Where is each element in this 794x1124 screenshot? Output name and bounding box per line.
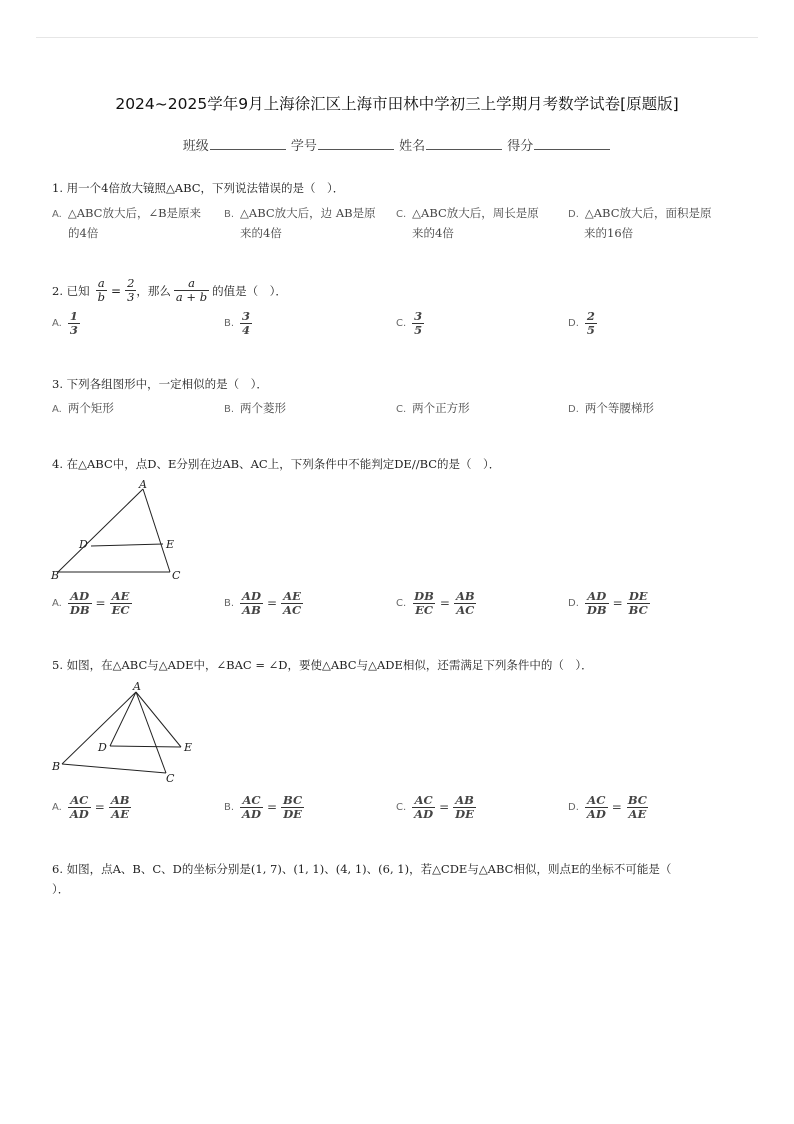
equals-sign: = [95,596,106,610]
option-label: D. [568,209,579,220]
student-info-row [0,135,794,154]
q2-option-d[interactable] [568,310,597,337]
num: DE [628,589,648,603]
vertex-label-c: C [166,772,175,785]
q5-option-c[interactable] [396,794,476,821]
num: 2 [586,309,595,323]
right-fraction [281,590,303,617]
top-divider [36,37,758,38]
option-label: A. [52,209,62,220]
option-text: 两个菱形 [240,401,287,415]
right-fraction [626,794,649,821]
option-label: C. [396,598,407,609]
q4-triangle-figure [48,476,198,582]
vertex-label-d: D [79,538,88,551]
option-text: 两个正方形 [412,401,470,415]
option-fraction [68,310,80,337]
num: AD [242,589,261,603]
num: AB [455,793,474,807]
segment-de [91,544,163,546]
option-label: B. [224,802,235,813]
den: EC [111,603,130,617]
equals-sign: = [612,596,623,610]
vertex-label-e: E [184,741,193,754]
q1-option-b[interactable] [224,204,392,243]
side-ab [58,489,143,572]
q2-option-b[interactable] [224,310,252,337]
side-ac [136,692,166,773]
q3-option-d[interactable] [568,399,654,419]
num: 1 [69,309,78,323]
den: AB [242,603,261,617]
option-label: C. [396,802,407,813]
name-blank[interactable] [426,137,502,150]
page-title: 2024~2025学年9月上海徐汇区上海市田林中学初三上学期月考数学试卷[原题版] [115,95,679,113]
equals-sign: = [611,800,622,814]
num: AE [283,589,301,603]
name-label: 姓名 [399,139,426,154]
side-de [110,746,181,747]
den: AE [111,807,129,821]
num: 3 [414,309,423,323]
equals-sign: = [439,596,450,610]
right-fraction [627,590,650,617]
option-label: C. [396,404,407,415]
option-label: B. [224,209,235,220]
q3-option-c[interactable] [396,399,470,419]
option-label: D. [568,802,579,813]
num: BC [627,793,647,807]
q5-option-d[interactable] [568,794,649,821]
side-ac [143,489,170,572]
num: DB [414,589,434,603]
num: AD [587,589,607,603]
num: 2 [127,276,135,290]
q2-fraction-23 [125,277,136,304]
score-label: 得分 [507,139,534,154]
class-label: 班级 [182,139,209,154]
vertex-label-c: C [172,569,181,582]
num: AE [111,589,130,603]
num: a [97,276,105,290]
den: DE [283,807,302,821]
q1-option-c[interactable] [396,204,564,243]
den: 3 [127,290,135,304]
den: 5 [414,323,423,337]
option-label: A. [52,318,62,329]
q5-triangle-figure [48,678,208,786]
den: BC [628,603,648,617]
left-fraction [68,590,92,617]
q2-mid: ，那么 [136,283,171,298]
den: AD [242,807,261,821]
option-text-cont: 的4倍 [68,226,99,240]
option-label: A. [52,802,62,813]
equals-sign: = [266,800,278,814]
option-text: △ABC放大后，∠B是原来 [67,206,202,220]
den: AD [69,807,89,821]
num: AC [587,793,606,807]
num: AB [110,793,130,807]
q2-stem [52,277,287,304]
option-fraction [585,310,597,337]
class-blank[interactable] [210,137,286,150]
equals-sign: = [94,800,105,814]
left-fraction [240,590,263,617]
den: AD [586,807,606,821]
q1-option-a[interactable] [52,204,220,243]
option-text-cont: 来的16倍 [584,226,634,240]
vertex-label-a: A [133,680,141,693]
left-fraction [585,794,608,821]
right-fraction [110,590,132,617]
q2-prefix: 2. 已知 [52,283,90,298]
equals-sign: = [439,800,450,814]
den: a + b [175,290,208,304]
left-fraction [585,590,609,617]
right-fraction [281,794,304,821]
q3-option-a[interactable] [52,399,114,419]
equals-sign: = [111,283,122,298]
vertex-label-d: D [98,741,107,754]
den: b [97,290,106,304]
q3-stem: 3. 下列各组图形中，一定相似的是（ ）． [52,377,268,391]
option-text: △ABC放大后，边 AB是原 [240,206,376,220]
q1-option-d[interactable] [568,204,738,243]
q4-stem: 4. 在△ABC中，点D、E分别在边AB、AC上，下列条件中不能判定DE//BC的是（ ）． [52,457,501,471]
left-fraction [68,794,91,821]
option-label: D. [568,598,579,609]
left-fraction [412,590,436,617]
den: 3 [69,323,78,337]
right-fraction [453,794,476,821]
num: AB [455,589,475,603]
num: BC [283,793,303,807]
left-fraction [412,794,435,821]
side-ad [110,692,136,746]
option-text: △ABC放大后，周长是原 [412,206,539,220]
right-fraction [454,590,477,617]
vertex-label-a: A [139,478,147,491]
option-text-cont: 来的4倍 [412,226,454,240]
q4-option-a[interactable] [52,590,132,617]
vertex-label-b: B [51,569,60,582]
option-label: C. [396,318,407,329]
q2-fraction-target [174,277,209,304]
q1-stem: 1. 用一个4倍放大镜照△ABC，下列说法错误的是（ ）． [52,181,345,195]
den: DB [586,603,607,617]
option-text: △ABC放大后，面积是原 [584,206,712,220]
den: 5 [586,323,595,337]
option-fraction [412,310,424,337]
vertex-label-b: B [52,760,61,773]
den: DB [69,603,90,617]
q2-option-a[interactable] [52,310,80,337]
q5-option-a[interactable] [52,794,131,821]
side-ae [136,692,181,747]
option-label: D. [568,404,579,415]
option-text-cont: 来的4倍 [240,226,282,240]
option-label: B. [224,598,235,609]
option-label: B. [224,318,235,329]
den: AE [628,807,647,821]
option-label: C. [396,209,407,220]
den: EC [415,603,433,617]
q2-suffix: 的值是（ ）． [212,283,287,298]
option-label: B. [224,404,235,415]
id-blank[interactable] [318,137,394,150]
q4-option-b[interactable] [224,590,303,617]
q4-option-d[interactable] [568,590,650,617]
vertex-label-e: E [166,538,175,551]
q2-fraction-ab [96,277,107,304]
equals-sign: = [266,596,278,610]
den: DE [455,807,474,821]
num: AD [70,589,90,603]
option-text: 两个等腰梯形 [584,401,654,415]
q5-stem: 5. 如图，在△ABC与△ADE中，∠BAC = ∠D，要使△ABC与△ADE相似，还需满足下列条件中的（ ）． [52,658,593,672]
num: AC [70,793,89,807]
q2-option-c[interactable] [396,310,424,337]
den: AC [456,603,475,617]
id-label: 学号 [290,139,317,154]
left-fraction [240,794,263,821]
option-label: A. [52,404,62,415]
q5-option-b[interactable] [224,794,304,821]
side-bc [62,764,166,773]
den: 4 [242,323,251,337]
score-blank[interactable] [534,137,610,150]
num: AC [242,793,261,807]
q6-stem-line1: 6. 如图，点A、B、C、D的坐标分别是(1, 7)、(1, 1)、(4, 1)、(6, 1)，若△CDE与△ABC相似，则点E的坐标不可能是（ [52,862,672,876]
den: AD [414,807,434,821]
option-fraction [240,310,252,337]
num: a [188,276,195,290]
num: AC [414,793,433,807]
den: AC [283,603,302,617]
option-text: 两个矩形 [67,401,114,415]
q6-stem-line2: ）． [52,882,70,896]
q3-option-b[interactable] [224,399,286,419]
num: 3 [242,309,251,323]
option-label: D. [568,318,579,329]
option-label: A. [52,598,62,609]
right-fraction [109,794,132,821]
q4-option-c[interactable] [396,590,477,617]
